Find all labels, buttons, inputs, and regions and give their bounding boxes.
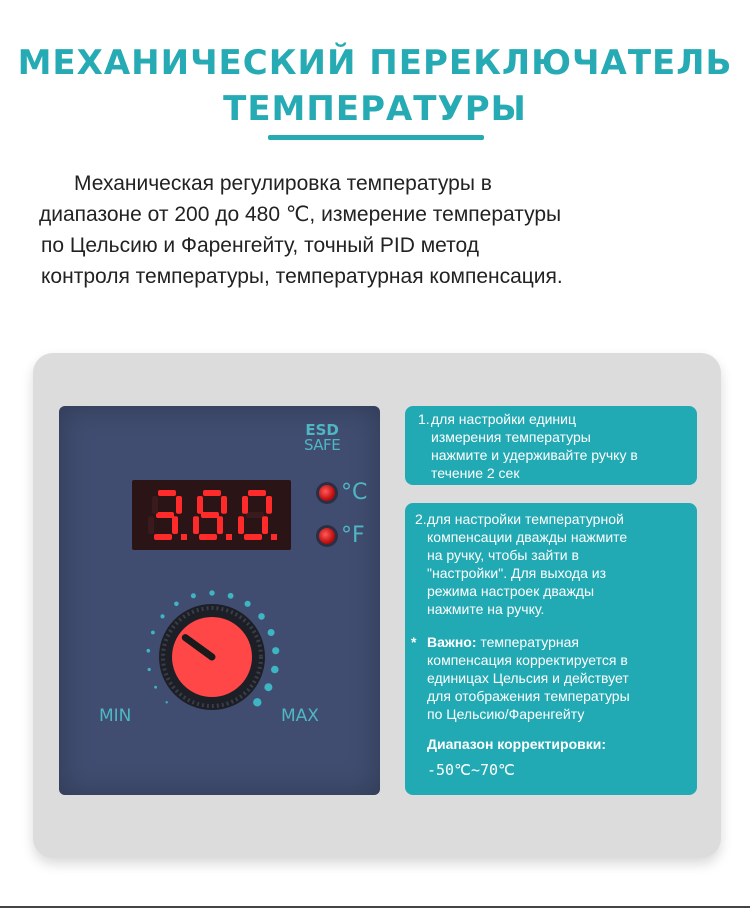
note-2-line: для настройки температурной [427, 511, 624, 527]
note-2-line: "настройки". Для выхода из [427, 565, 607, 581]
dial-min-label: MIN [99, 706, 132, 726]
dial-scale-dot [245, 601, 251, 607]
dial-scale-dot [258, 613, 265, 620]
dial-scale-dot [209, 590, 214, 595]
dial-scale-dot [228, 593, 234, 599]
title-line-1: МЕХАНИЧЕСКИЙ ПЕРЕКЛЮЧАТЕЛЬ [17, 43, 733, 83]
dial-scale-dot [148, 668, 151, 671]
note-1-line: течение 2 сек [431, 465, 520, 481]
dial-scale-dot [154, 686, 157, 689]
note-1-line: нажмите и удерживайте ручку в [431, 447, 638, 463]
dial-scale-dot [272, 647, 279, 654]
dial-scale-dot [160, 614, 164, 618]
fahrenheit-label: °F [341, 523, 365, 548]
dial-scale-dot [147, 649, 151, 653]
title-line-2: ТЕМПЕРАТУРЫ [223, 89, 527, 129]
esd-logo-bottom: SAFE [304, 436, 341, 454]
important-first-line [427, 633, 579, 651]
dial-scale-dot [271, 666, 279, 674]
description-line-3: по Цельсию и Фаренгейту, точный PID метод [41, 234, 480, 257]
note-1-line: для настройки единиц [431, 411, 577, 427]
important-line: единицах Цельсия и действует [427, 670, 629, 686]
bottom-divider [0, 906, 750, 908]
dial-scale-dot [174, 602, 179, 607]
note-1-line: измерения температуры [431, 429, 591, 445]
dial-scale-dot [253, 698, 261, 706]
description-line-4: контроля температуры, температурная компенсация. [41, 265, 563, 288]
range-label: Диапазон корректировки: [427, 736, 607, 752]
note-2-box [405, 503, 697, 795]
important-line: по Цельсию/Фаренгейту [427, 706, 585, 722]
note-1-number: 1. [418, 411, 430, 427]
dial-scale-dot [191, 593, 196, 598]
dial-scale-dot [166, 701, 168, 703]
celsius-label: °C [341, 480, 368, 505]
note-2-line: компенсации дважды нажмите [427, 529, 628, 545]
note-2-line: на ручку, чтобы зайти в [427, 547, 579, 563]
note-2-line: нажмите на ручку. [427, 601, 545, 617]
note-2-line: режима настроек дважды [427, 583, 595, 599]
dial-scale-dot [264, 683, 272, 691]
description-line-2: диапазоне от 200 до 480 ℃, измерение температуры [39, 203, 562, 226]
important-first-line-rest: температурная [480, 634, 579, 650]
important-line: компенсация корректируется в [427, 652, 628, 668]
dial-scale-dot [268, 629, 275, 636]
description-line-1: Механическая регулировка температуры в [74, 172, 492, 195]
note-2-number: 2. [415, 511, 427, 527]
important-label: Важно: [427, 634, 477, 650]
esd-logo-top: ESD [305, 421, 339, 439]
dial-scale-dot [151, 631, 155, 635]
dial-max-label: MAX [281, 706, 319, 726]
note-1-box [405, 406, 697, 485]
important-line: для отображения температуры [427, 688, 630, 704]
range-value: -50℃~70℃ [427, 761, 515, 779]
important-star: * [411, 634, 417, 650]
